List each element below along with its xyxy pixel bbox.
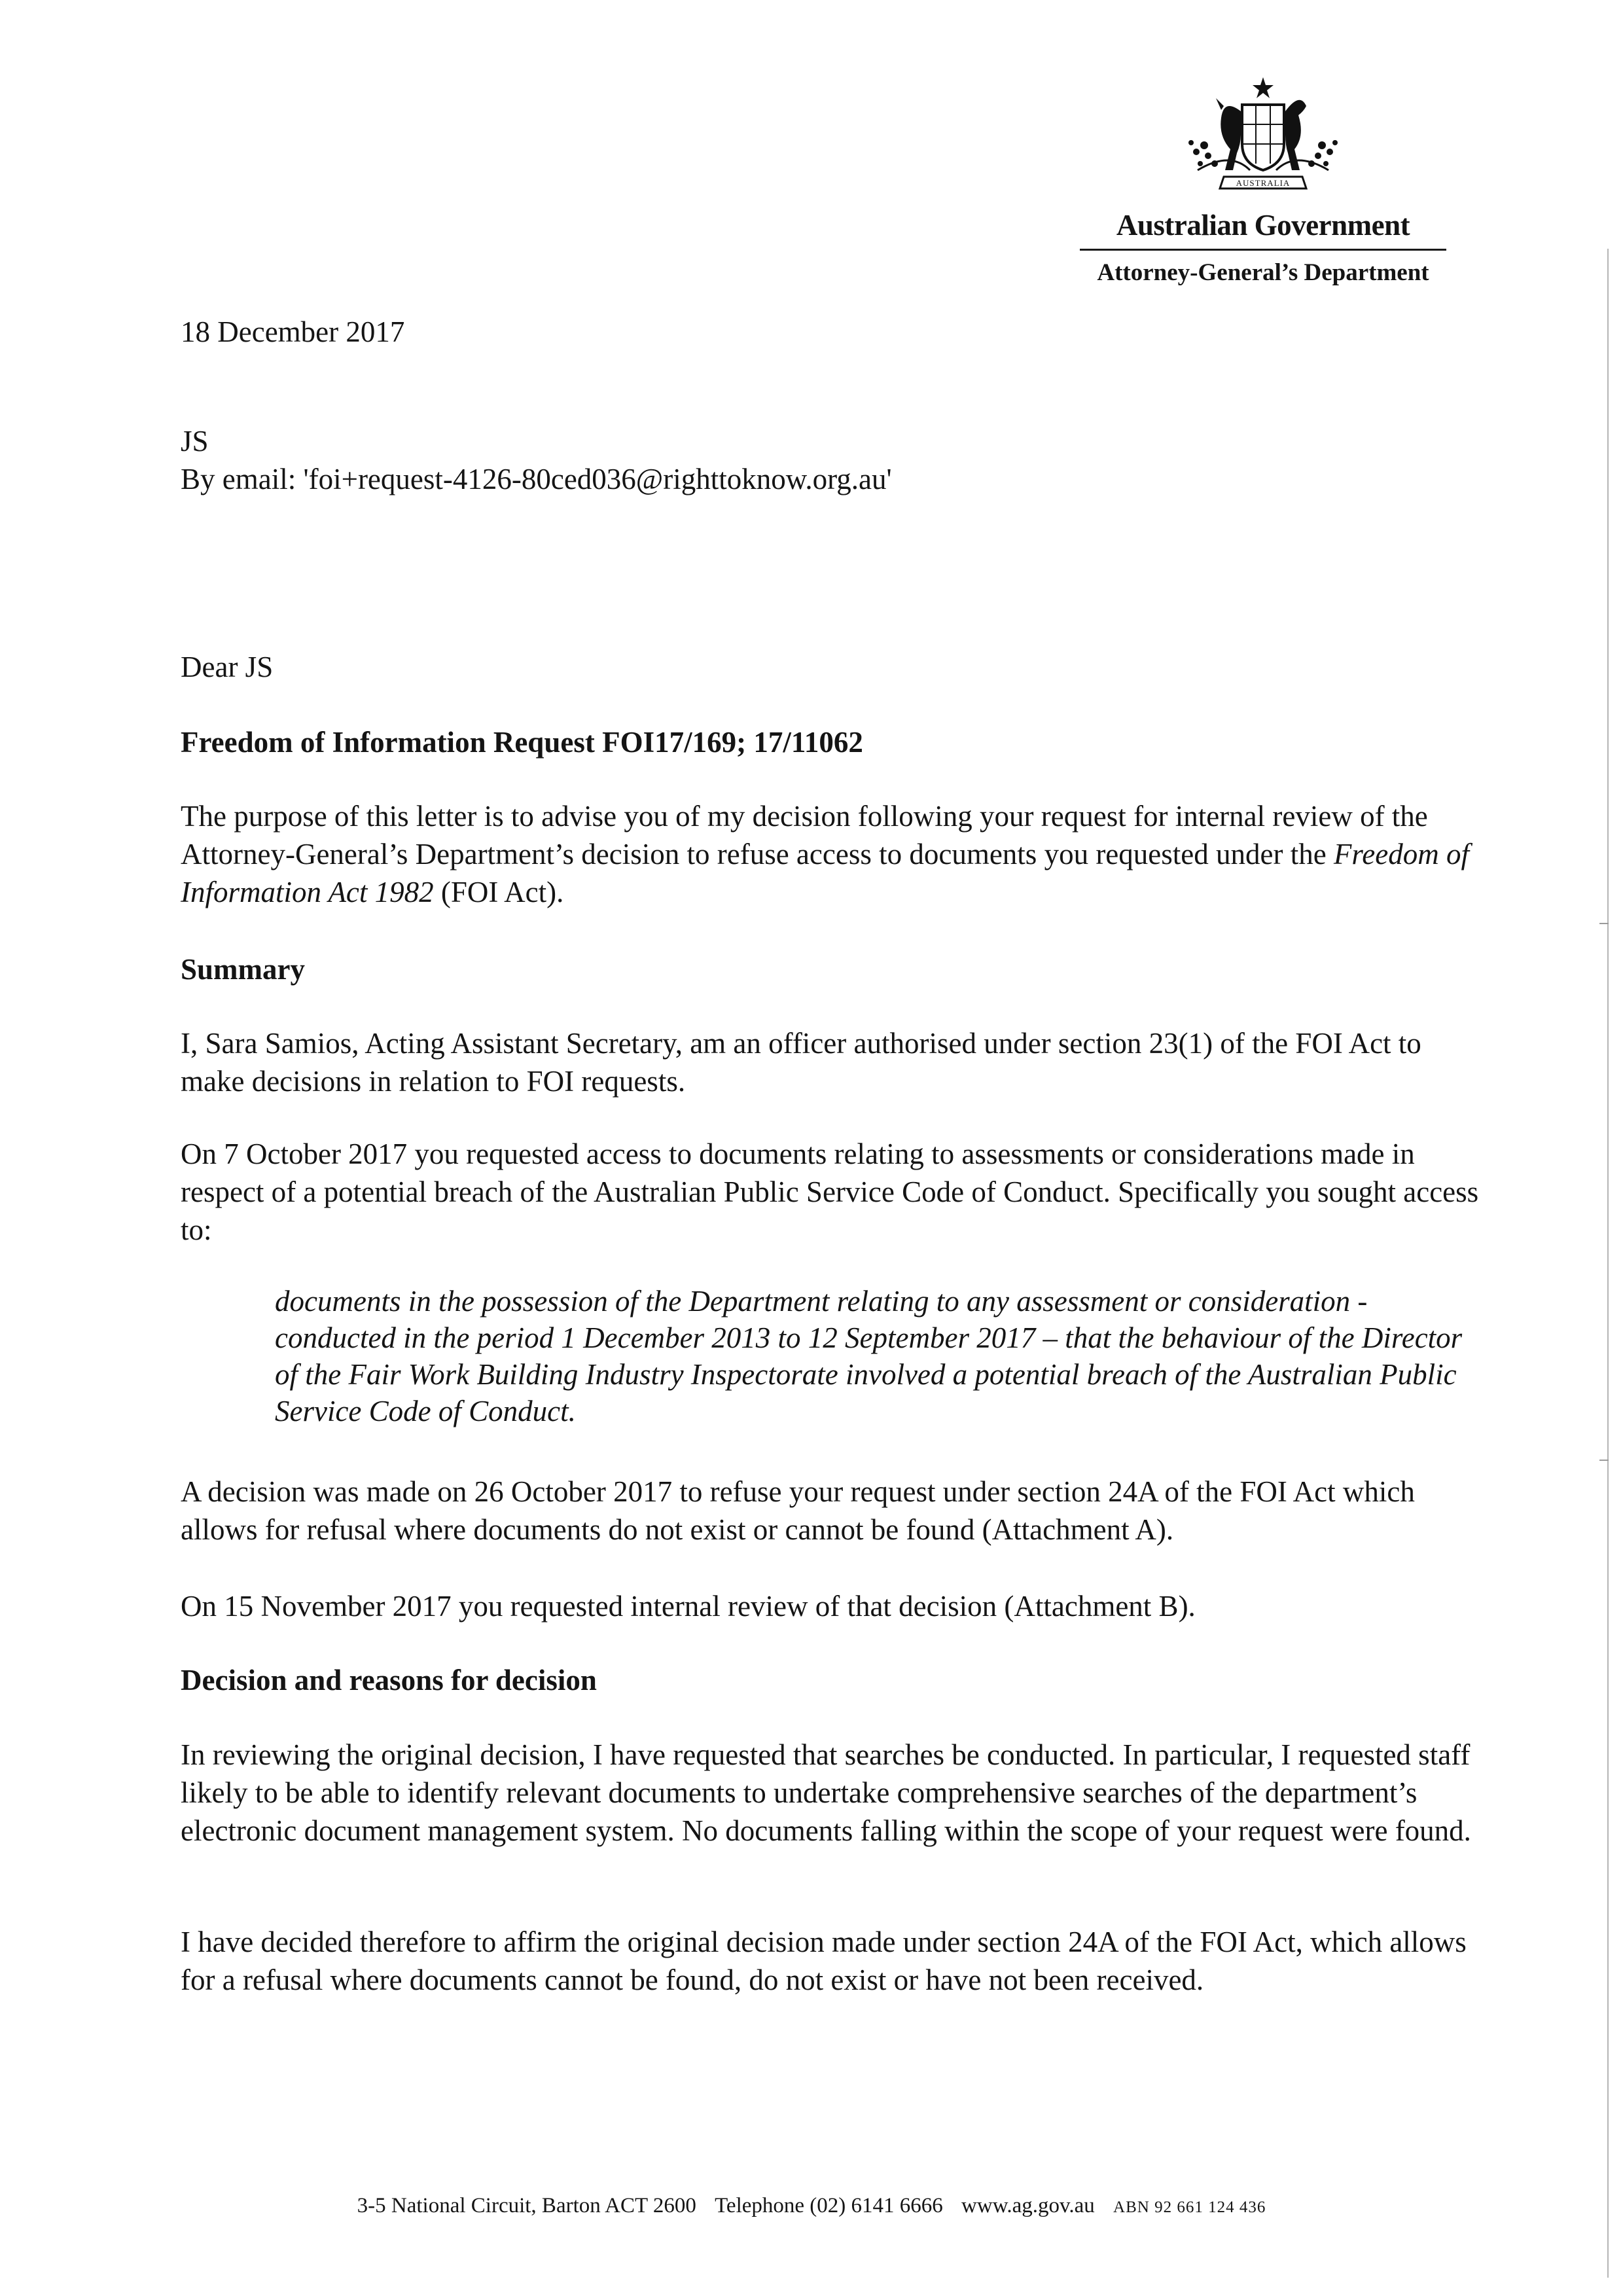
intro-paragraph xyxy=(181,797,1483,911)
footer-website: www.ag.gov.au xyxy=(961,2194,1095,2217)
decision-paragraph-2: I have decided therefore to affirm the original decision made under section 24A of the FOI Act, which allows for a refusal where documents cannot be found, do not exist or have not been received. xyxy=(181,1926,1467,1996)
summary-paragraph-2: On 7 October 2017 you requested access to documents relating to assessments or considerations made in respect of a potential breach of the Australian Public Service Code of Conduct. Specifically you sought access to: xyxy=(181,1138,1479,1246)
quoted-request: documents in the possession of the Department relating to any assessment or consideration - conducted in the period 1 December 2013 to 12 September 2017 – that the behaviour of the Director of the Fair Work Building Industry Inspectorate involved a potential breach of the Australian Public Service Code of Conduct. xyxy=(275,1285,1463,1427)
letter-footer xyxy=(0,2194,1623,2218)
summary-paragraph-1: I, Sara Samios, Acting Assistant Secretary, am an officer authorised under section 23(1) of the FOI Act to make decisions in relation to FOI requests. xyxy=(181,1027,1421,1098)
recipient-email: By email: 'foi+request-4126-80ced036@righttoknow.org.au' xyxy=(181,463,892,495)
coat-of-arms-icon xyxy=(1178,72,1348,203)
recipient-name: JS xyxy=(181,425,209,457)
intro-text-end: (FOI Act). xyxy=(433,876,564,908)
crest-scroll-text: AUSTRALIA xyxy=(1236,178,1291,188)
decision-paragraph-1: In reviewing the original decision, I have requested that searches be conducted. In particular, I requested staff likely to be able to identify relevant documents to undertake comprehensive searches of the department’s electronic document management system. No documents falling within the scope of your request were found. xyxy=(181,1738,1471,1847)
letterhead-divider xyxy=(1080,249,1446,251)
act-title: Freedom of Information Act 1982 xyxy=(181,838,1469,908)
intro-text: The purpose of this letter is to advise you of my decision following your request for internal review of the Attorney-General’s Department’s decision to refuse access to documents you requested under the xyxy=(181,800,1428,870)
letterhead xyxy=(1073,72,1453,287)
salutation: Dear JS xyxy=(181,651,274,683)
scan-edge-mark xyxy=(1599,923,1609,924)
scan-edge-mark xyxy=(1599,1460,1609,1461)
footer-telephone: Telephone (02) 6141 6666 xyxy=(715,2194,943,2217)
government-name: Australian Government xyxy=(1116,209,1410,242)
summary-paragraph-3: A decision was made on 26 October 2017 to refuse your request under section 24A of the FOI Act which allows for refusal where documents do not exist or cannot be found (Attachment A). xyxy=(181,1475,1415,1546)
scan-edge-line xyxy=(1607,249,1609,2278)
recipient-block xyxy=(181,422,1483,498)
subject-heading: Freedom of Information Request FOI17/169; 17/11062 xyxy=(181,726,863,759)
department-name: Attorney-General’s Department xyxy=(1097,259,1429,286)
summary-paragraph-4: On 15 November 2017 you requested internal review of that decision (Attachment B). xyxy=(181,1590,1196,1623)
footer-abn: ABN 92 661 124 436 xyxy=(1113,2198,1266,2216)
footer-address: 3-5 National Circuit, Barton ACT 2600 xyxy=(357,2194,696,2217)
letter-date: 18 December 2017 xyxy=(181,315,405,348)
decision-heading: Decision and reasons for decision xyxy=(181,1664,597,1696)
summary-heading: Summary xyxy=(181,953,305,986)
